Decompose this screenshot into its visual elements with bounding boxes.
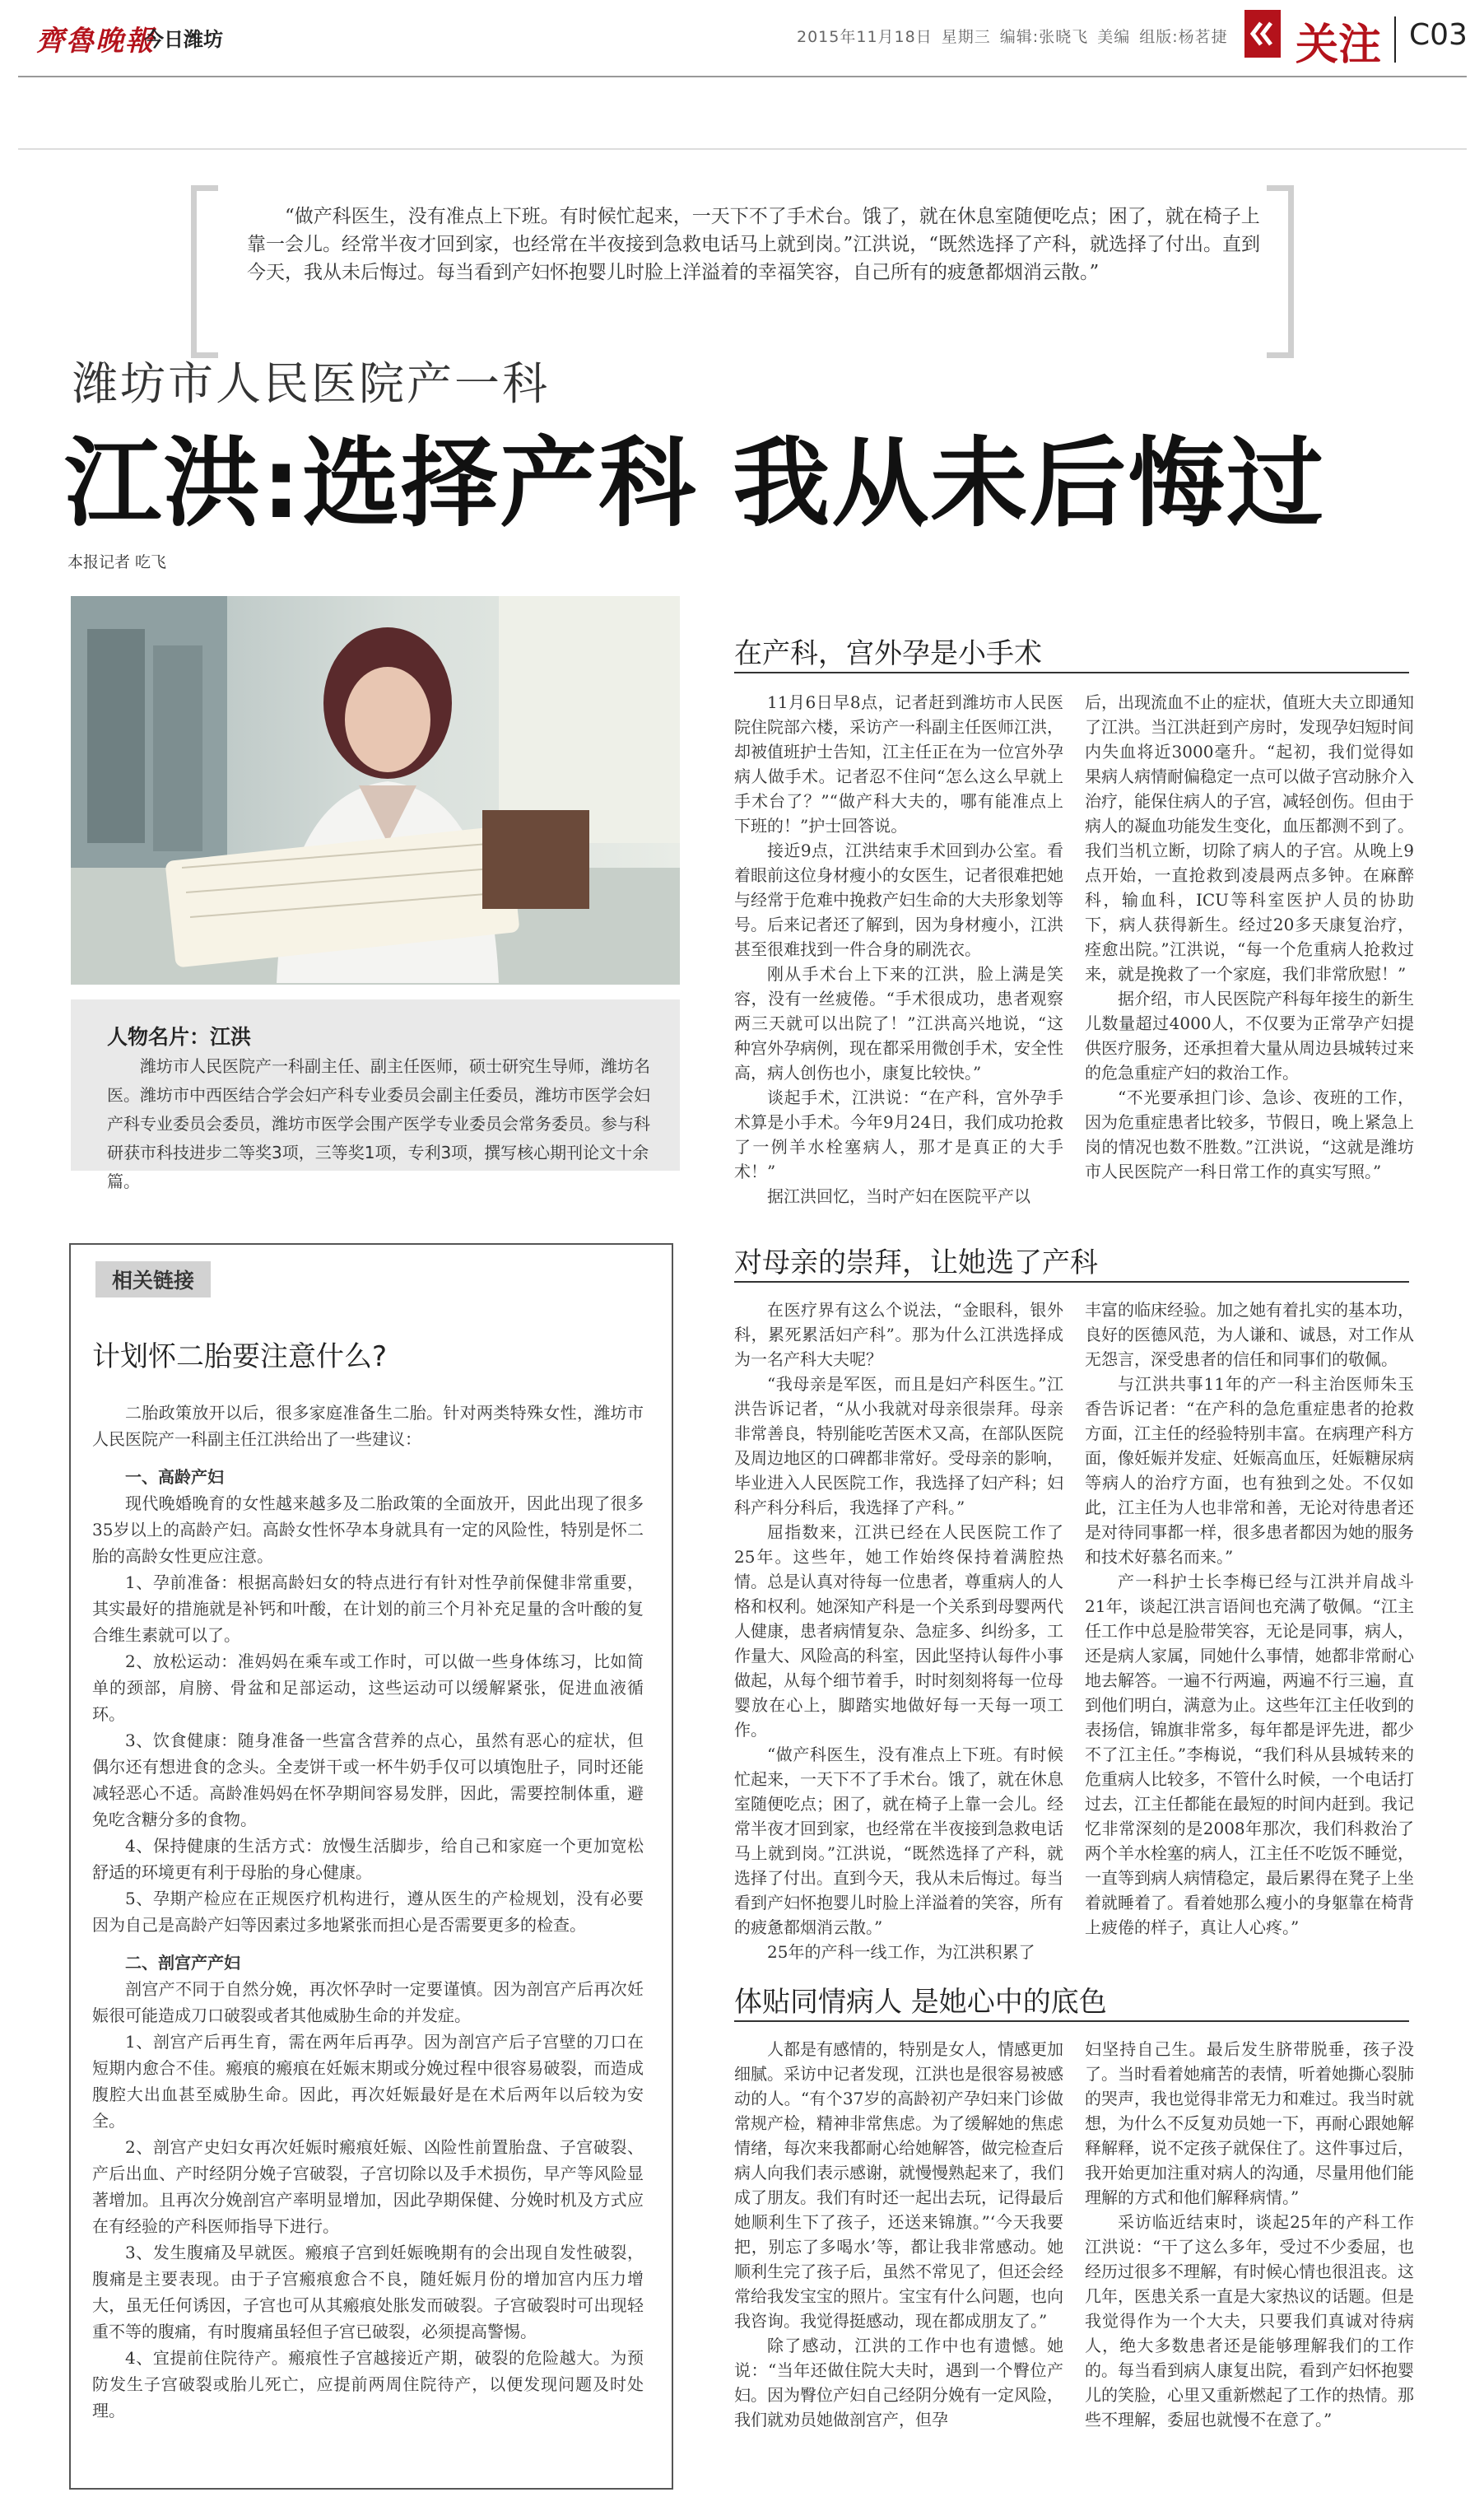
sidebar-part1-lead: 现代晚婚晚育的女性越来越多及二胎政策的全面放开，因此出现了很多35岁以上的高龄产妇。高龄女性怀孕本身就具有一定的风险性，特别是怀二胎的高龄女性更应注意。 <box>92 1493 644 1566</box>
newspaper-logo: 齊魯晚報 <box>36 25 155 58</box>
paragraph: 据江洪回忆，当时产妇在医院平产以 <box>767 1186 1030 1206</box>
paragraph: 除了感动，江洪的工作中也有遗憾。她说：“当年还做住院大夫时，遇到一个臀位产妇。因为臀位产妇自己经阴分娩有一定风险，我们就劝员她做剖宫产，但孕 <box>734 2336 1063 2429</box>
sidebar-part1-item: 3、饮食健康：随身准备一些富含营养的点心，虽然有恶心的症状，但偶尔还有想进食的念头。全麦饼干或一杯牛奶手仅可以填饱肚子，同时还能减轻恶心不适。高龄准妈妈在怀孕期间容易发胖，因此，需要控制体重，避免吃含糖分多的食物。 <box>92 1731 644 1829</box>
paragraph: 接近9点，江洪结束手术回到办公室。看着眼前这位身材瘦小的女医生，记者很难把她与经常于危难中挽救产妇生命的大夫形象划等号。后来记者还了解到，因为身材瘦小，江洪甚至很难找到一件合身的刷洗衣。 <box>734 841 1063 959</box>
paragraph: 11月6日早8点，记者赶到潍坊市人民医院住院部六楼，采访产一科副主任医师江洪，却被值班护士告知，江主任正在为一位宫外孕病人做手术。记者忍不住问“怎么这么早就上手术台了？”“做产科大夫的，哪有能准点上下班的！”护士回答说。 <box>734 692 1063 836</box>
sidebar-intro: 二胎政策放开以后，很多家庭准备生二胎。针对两类特殊女性，潍坊市人民医院产一科副主任江洪给出了一些建议： <box>92 1403 644 1449</box>
pull-quote: “做产科医生，没有准点上下班。有时候忙起来，一天下不了手术台。饿了，就在休息室随便吃点；困了，就在椅子上靠一会儿。经常半夜才回到家，也经常在半夜接到急救电话马上就到岗。”江洪说，“既然选择了产科，就选择了付出。直到今天，我从未后悔过。每当看到产妇怀抱婴儿时脸上洋溢着的幸福笑容，自己所有的疲惫都烟消云散。” <box>247 206 1261 283</box>
kicker-subtitle: 潍坊市人民医院产一科 <box>72 357 551 410</box>
paragraph: 屈指数来，江洪已经在人民医院工作了25年。这些年，她工作始终保持着满腔热情。总是认真对待每一位患者，尊重病人的人格和权利。她深知产科是一个关系到母婴两代人健康，患者病情复杂、急症多、纠纷多，工作量大、风险高的科室，因此坚持认每件小事做起，从每个细节着手，时时刻刻将每一位母婴放在心上，脚踏实地做好每一天每一项工作。 <box>734 1522 1063 1740</box>
paragraph: “做产科医生，没有准点上下班。有时候忙起来，一天下不了手术台。饿了，就在休息室随便吃点；困了，就在椅子上靠一会儿。经常半夜才回到家，也经常在半夜接到急救电话马上就到岗。”江洪说，“既然选择了产科，就选择了付出。直到今天，我从未后悔过。每当看到产妇怀抱婴儿时脸上洋溢着的笑容，所有的疲惫都烟消云散。” <box>734 1745 1063 1937</box>
doctor-photo <box>71 596 680 985</box>
sidebar-part1-item: 1、孕前准备：根据高龄妇女的特点进行有针对性孕前保健非常重要，其实最好的措施就是补钙和叶酸，在计划的前三个月补充足量的含叶酸的复合维生素就可以了。 <box>92 1572 644 1645</box>
profile-text: 潍坊市人民医院产一科副主任、副主任医师，硕士研究生导师，潍坊名医。潍坊市中西医结合学会妇产科专业委员会副主任委员，潍坊市医学会妇产科专业委员会委员，潍坊市医学会围产医学专业委员会常务委员。参与科研获市科技进步二等奖3项，三等奖1项，专利3项，撰写核心期刊论文十余篇。 <box>107 1056 650 1191</box>
section-rule <box>734 2020 1409 2022</box>
paragraph: 后，出现流血不止的症状，值班大夫立即通知了江洪。当江洪赶到产房时，发现孕妇短时间内失血将近3000毫升。“起初，我们觉得如果病人病情耐偏稳定一点可以做子宫动脉介入治疗，能保住病人的子宫，减轻创伤。但由于病人的凝血功能发生变化，血压都测不到了。我们当机立断，切除了病人的子宫。从晚上9点开始，一直抢救到凌晨两点多钟。在麻醉科，输血科，ICU等科室医护人员的协助下，病人获得新生。经过20多天康复治疗，痊愈出院。”江洪说，“每一个危重病人抢救过来，就是挽救了一个家庭，我们非常欣慰！” <box>1085 692 1414 984</box>
section-column <box>734 2037 1063 2432</box>
byline: 本报记者 吃飞 <box>67 553 167 571</box>
paragraph: 25年的产科一线工作，为江洪积累了 <box>767 1942 1035 1962</box>
paragraph: 人都是有感情的，特别是女人，情感更加细腻。采访中记者发现，江洪也是很容易被感动的人。“有个37岁的高龄初产孕妇来门诊做常规产检，精神非常焦虑。为了缓解她的焦虑情绪，每次来我都耐心给她解答，做完检查后病人向我们表示感谢，就慢慢熟起来了，我们成了朋友。我们有时还一起出去玩，记得最后她顺利生下了孩子，还送来锦旗。”‘今天我要把，别忘了多喝水’等，都让我非常感动。她顺利生完了孩子后，虽然不常见了，但还会经常给我发宝宝的照片。宝宝有什么问题，也向我咨询。我觉得挺感动，现在都成朋友了。” <box>734 2039 1063 2331</box>
sidebar-part1-item: 4、保持健康的生活方式：放慢生活脚步，给自己和家庭一个更加宽松舒适的环境更有利于母胎的身心健康。 <box>92 1836 644 1882</box>
section-column <box>1085 690 1414 1184</box>
page-number: C03 <box>1409 18 1468 52</box>
sidebar-part2-item: 4、宜提前住院待产。瘢痕性子宫越接近产期，破裂的危险越大。为预防发生子宫破裂或胎儿死亡，应提前两周住院待产，以便发现问题及时处理。 <box>92 2348 644 2420</box>
sidebar-part2-item: 1、剖宫产后再生育，需在两年后再孕。因为剖宫产后子宫壁的刀口在短期内愈合不佳。瘢痕的瘢痕在妊娠末期或分娩过程中很容易破裂，而造成腹腔大出血甚至威胁生命。因此，再次妊娠最好是在术后两年以后较为安全。 <box>92 2032 644 2131</box>
paragraph: “我母亲是军医，而且是妇产科医生。”江洪告诉记者，“从小我就对母亲很崇拜。母亲非常善良，特别能吃苦医术又高，在部队医院及周边地区的口碑都非常好。受母亲的影响，毕业进入人民医院工作，我选择了妇产科；妇科产科分科后，我选择了产科。” <box>734 1374 1063 1517</box>
masthead-rule <box>18 76 1467 77</box>
section-name: 今日潍坊 <box>144 28 223 51</box>
paragraph: 妇坚持自己生。最后发生脐带脱垂，孩子没了。当时看着她痛苦的表情，听着她撕心裂肺的哭声，我也觉得非常无力和难过。我当时就想，为什么不反复劝员她一下，再耐心跟她解释解释，说不定孩子就保住了。这件事过后，我开始更加注重对病人的沟通，尽量用他们能理解的方式和他们解释病情。” <box>1085 2039 1414 2207</box>
sidebar-part1-heading: 一、高龄产妇 <box>125 1467 224 1487</box>
sidebar-body-1 <box>92 1400 644 2424</box>
sidebar-part2-heading: 二、剖宫产产妇 <box>125 1953 240 1973</box>
paragraph: 据介绍，市人民医院产科每年接生的新生儿数量超过4000人，不仅要为正常孕产妇提供医疗服务，还承担着大量从周边县城转过来的危急重症产妇的救治工作。 <box>1085 989 1414 1083</box>
paragraph: 与江洪共事11年的产一科主治医师朱玉香告诉记者：“在产科的急危重症患者的抢救方面，江主任的经验特别丰富。在病理产科方面，像妊娠并发症、妊娠高血压，妊娠糖尿病等病人的治疗方面，也有独到之处。不仅如此，江主任为人也非常和善，无论对待患者还是对待同事都一样，很多患者都因为她的服务和技术好慕名而来。” <box>1085 1374 1414 1567</box>
paragraph: 在医疗界有这么个说法，“金眼科，银外科，累死累活妇产科”。那为什么江洪选择成为一名产科大夫呢？ <box>734 1300 1063 1369</box>
sidebar-part2-lead: 剖宫产不同于自然分娩，再次怀孕时一定要谨慎。因为剖宫产后再次妊娠很可能造成刀口破裂或者其他威胁生命的并发症。 <box>92 1979 644 2025</box>
double-chevron-icon <box>1244 10 1281 58</box>
section-rule <box>734 672 1409 673</box>
issue-meta: 2015年11月18日 星期三 编辑:张晓飞 美编 组版:杨茗捷 <box>797 28 1228 46</box>
section-heading: 体贴同情病人 是她心中的底色 <box>734 1986 1107 2019</box>
page-divider <box>1394 16 1396 63</box>
section-column <box>1085 2037 1414 2432</box>
paragraph: “不光要承担门诊、急诊、夜班的工作，因为危重症患者比较多，节假日，晚上紧急上岗的情况也数不胜数。”江洪说，“这就是潍坊市人民医院产一科日常工作的真实写照。” <box>1085 1088 1414 1181</box>
sidebar-title: 计划怀二胎要注意什么? <box>92 1340 388 1373</box>
sidebar-part1-item: 5、孕期产检应在正规医疗机构进行，遵从医生的产检规划，没有必要因为自己是高龄产妇等因素过多地紧张而担心是否需要更多的检查。 <box>92 1889 644 1935</box>
paragraph: 采访临近结束时，谈起25年的产科工作江洪说：“干了这么多年，受过不少委屈，也经历过很多不理解，有时候心情也很沮丧。这几年，医患关系一直是大家热议的话题。但是我觉得作为一个大夫，只要我们真诚对待病人，绝大多数患者还是能够理解我们的工作的。每当看到病人康复出院，看到产妇怀抱婴儿的笑脸，心里又重新燃起了工作的热情。那些不理解，委屈也就慢不在意了。” <box>1085 2212 1414 2429</box>
sidebar-part2-item: 3、发生腹痛及早就医。瘢痕子宫到妊娠晚期有的会出现自发性破裂，腹痛是主要表现。由于子宫瘢痕愈合不良，随妊娠月份的增加宫内压力增大，虽无任何诱因，子宫也可从其瘢痕处胀发而破裂。子宫破裂时可出现轻重不等的腹痛，有时腹痛虽轻但子宫已破裂，必须提高警惕。 <box>92 2243 644 2341</box>
topic-label: 关注 <box>1296 21 1382 70</box>
section-heading: 在产科，宫外孕是小手术 <box>734 637 1042 670</box>
section-heading: 对母亲的崇拜，让她选了产科 <box>734 1246 1098 1279</box>
section-rule <box>734 1281 1409 1283</box>
profile-title: 人物名片：江洪 <box>107 1025 252 1049</box>
paragraph: 谈起手术，江洪说：“在产科，宫外孕手术算是小手术。今年9月24日，我们成功抢救了一例羊水栓塞病人，那才是真正的大手术！” <box>734 1088 1063 1181</box>
paragraph: 丰富的临床经验。加之她有着扎实的基本功，良好的医德风范，为人谦和、诚恳，对工作从无怨言，深受患者的信任和同事们的敬佩。 <box>1085 1300 1414 1369</box>
section-column <box>1085 1297 1414 1940</box>
section-column <box>734 690 1063 1209</box>
header-rule <box>18 148 1467 150</box>
sidebar-part1-item: 2、放松运动：准妈妈在乘车或工作时，可以做一些身体练习，比如简单的颈部，肩膀、骨盆和足部运动，这些运动可以缓解紧张，促进血液循环。 <box>92 1651 644 1724</box>
section-column <box>734 1297 1063 1964</box>
sidebar-tag-label: 相关链接 <box>111 1269 194 1293</box>
headline: 江洪:选择产科 我从未后悔过 <box>64 426 1326 540</box>
paragraph: 产一科护士长李梅已经与江洪并肩战斗21年，谈起江洪言语间也充满了敬佩。“江主任工作中总是脸带笑容，无论是同事，病人，还是病人家属，同她什么事情，她都非常耐心地去解答。一遍不行两遍，两遍不行三遍，直到他们明白，满意为止。这些年江主任收到的表扬信，锦旗非常多，每年都是评先进，都少不了江主任。”李梅说，“我们科从县城转来的危重病人比较多，不管什么时候，一个电话打过去，江主任都能在最短的时间内赶到。我记忆非常深刻的是2008年那次，我们科救治了两个羊水栓塞的病人，江主任不吃饭不睡觉，一直等到病人病情稳定，最后累得在凳子上坐着就睡着了。看着她那么瘦小的身躯靠在椅背上疲倦的样子，真让人心疼。” <box>1085 1572 1414 1937</box>
sidebar-part2-item: 2、剖宫产史妇女再次妊娠时瘢痕妊娠、凶险性前置胎盘、子宫破裂、产后出血、产时经阴分娩子宫破裂，子宫切除以及手术损伤，早产等风险显著增加。且再次分娩剖宫产率明显增加，因此孕期保健、分娩时机及方式应在有经验的产科医师指导下进行。 <box>92 2137 644 2236</box>
paragraph: 刚从手术台上下来的江洪，脸上满是笑容，没有一丝疲倦。“手术很成功，患者观察两三天就可以出院了！”江洪高兴地说，“这种宫外孕病例，现在都采用微创手术，安全性高，病人创伤也小，康复比较快。” <box>734 964 1063 1083</box>
